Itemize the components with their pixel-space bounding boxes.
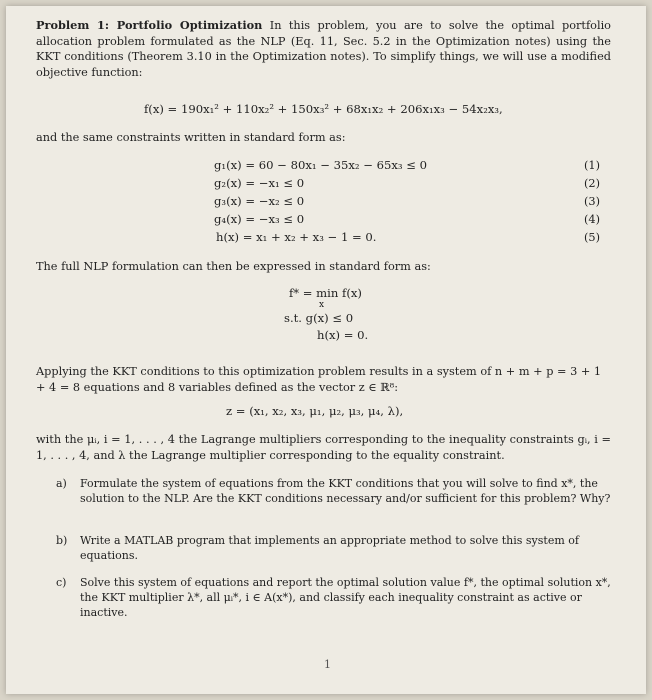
item-b-text: Write a MATLAB program that implements an appropriate method to solve this system of equations. (80, 534, 579, 562)
nlp-objective-text: f* = min f(x) (289, 286, 362, 300)
constraint-3: g₃(x) = −x₂ ≤ 0 (214, 194, 305, 208)
objective-equation: f(x) = 190x₁² + 110x₂² + 150x₃² + 68x₁x₂ + 206x₁x₃ − 54x₂x₃, (144, 102, 503, 116)
constraint-5-number: (5) (584, 231, 601, 244)
problem-title: Problem 1: Portfolio Optimization (36, 18, 263, 32)
nlp-min-subscript: x (319, 300, 325, 310)
equality-constraint: h(x) = x₁ + x₂ + x₃ − 1 = 0. (216, 230, 377, 244)
nlp-equality-line: h(x) = 0. (317, 328, 369, 342)
constraint-1: g₁(x) = 60 − 80x₁ − 35x₂ − 65x₃ ≤ 0 (214, 158, 428, 172)
kkt-intro-paragraph: Applying the KKT conditions to this optimization problem results in a system of n + m + p = 3 + 1 + 4 = 8 equations and 8 variables defined as the vector z ∈ ℝ⁸: (36, 365, 602, 394)
problem-intro-text: In this problem, you are to solve the optimal portfolio allocation problem formulated as the NLP (Eq. 11, Sec. 5.2 in the Optimization notes) using the KKT conditions (Theorem 3.10 in the Optimization notes). To simplify things, we will use a modified objective function: (36, 19, 611, 79)
document-page (6, 6, 646, 694)
constraint-1-number: (1) (584, 159, 601, 172)
constraint-2-number: (2) (584, 177, 601, 190)
nlp-objective-line (289, 286, 362, 301)
constraint-4: g₄(x) = −x₃ ≤ 0 (214, 212, 305, 226)
problem-intro-paragraph (36, 18, 611, 80)
constraint-3-number: (3) (584, 195, 601, 208)
z-vector: z = (x₁, x₂, x₃, μ₁, μ₂, μ₃, μ₄, λ), (226, 404, 404, 418)
nlp-inequality-line: s.t. g(x) ≤ 0 (284, 311, 354, 325)
item-c-text: Solve this system of equations and report the optimal solution value f*, the optimal solution x*, the KKT multiplier λ*, all μᵢ*, i ∈ A(x*), and classify each inequality constraint as active or inactive. (80, 576, 611, 619)
constraint-4-number: (4) (584, 213, 601, 226)
item-a-label: a) (56, 477, 67, 490)
constraint-2: g₂(x) = −x₁ ≤ 0 (214, 176, 305, 190)
item-b-label: b) (56, 534, 68, 547)
item-a-text: Formulate the system of equations from the KKT conditions that you will solve to find x*, the solution to the NLP. Are the KKT conditions necessary and/or sufficient for this problem? Why? (80, 477, 611, 505)
item-c-label: c) (56, 576, 67, 589)
constraints-intro: and the same constraints written in standard form as: (36, 131, 346, 144)
nlp-intro: The full NLP formulation can then be expressed in standard form as: (36, 260, 431, 273)
page-number: 1 (324, 658, 331, 671)
multipliers-paragraph: with the μᵢ, i = 1, . . . , 4 the Lagrange multipliers corresponding to the inequality constraints gᵢ, i = 1, . . . , 4, and λ the Lagrange multiplier corresponding to the equality constraint. (36, 433, 611, 462)
